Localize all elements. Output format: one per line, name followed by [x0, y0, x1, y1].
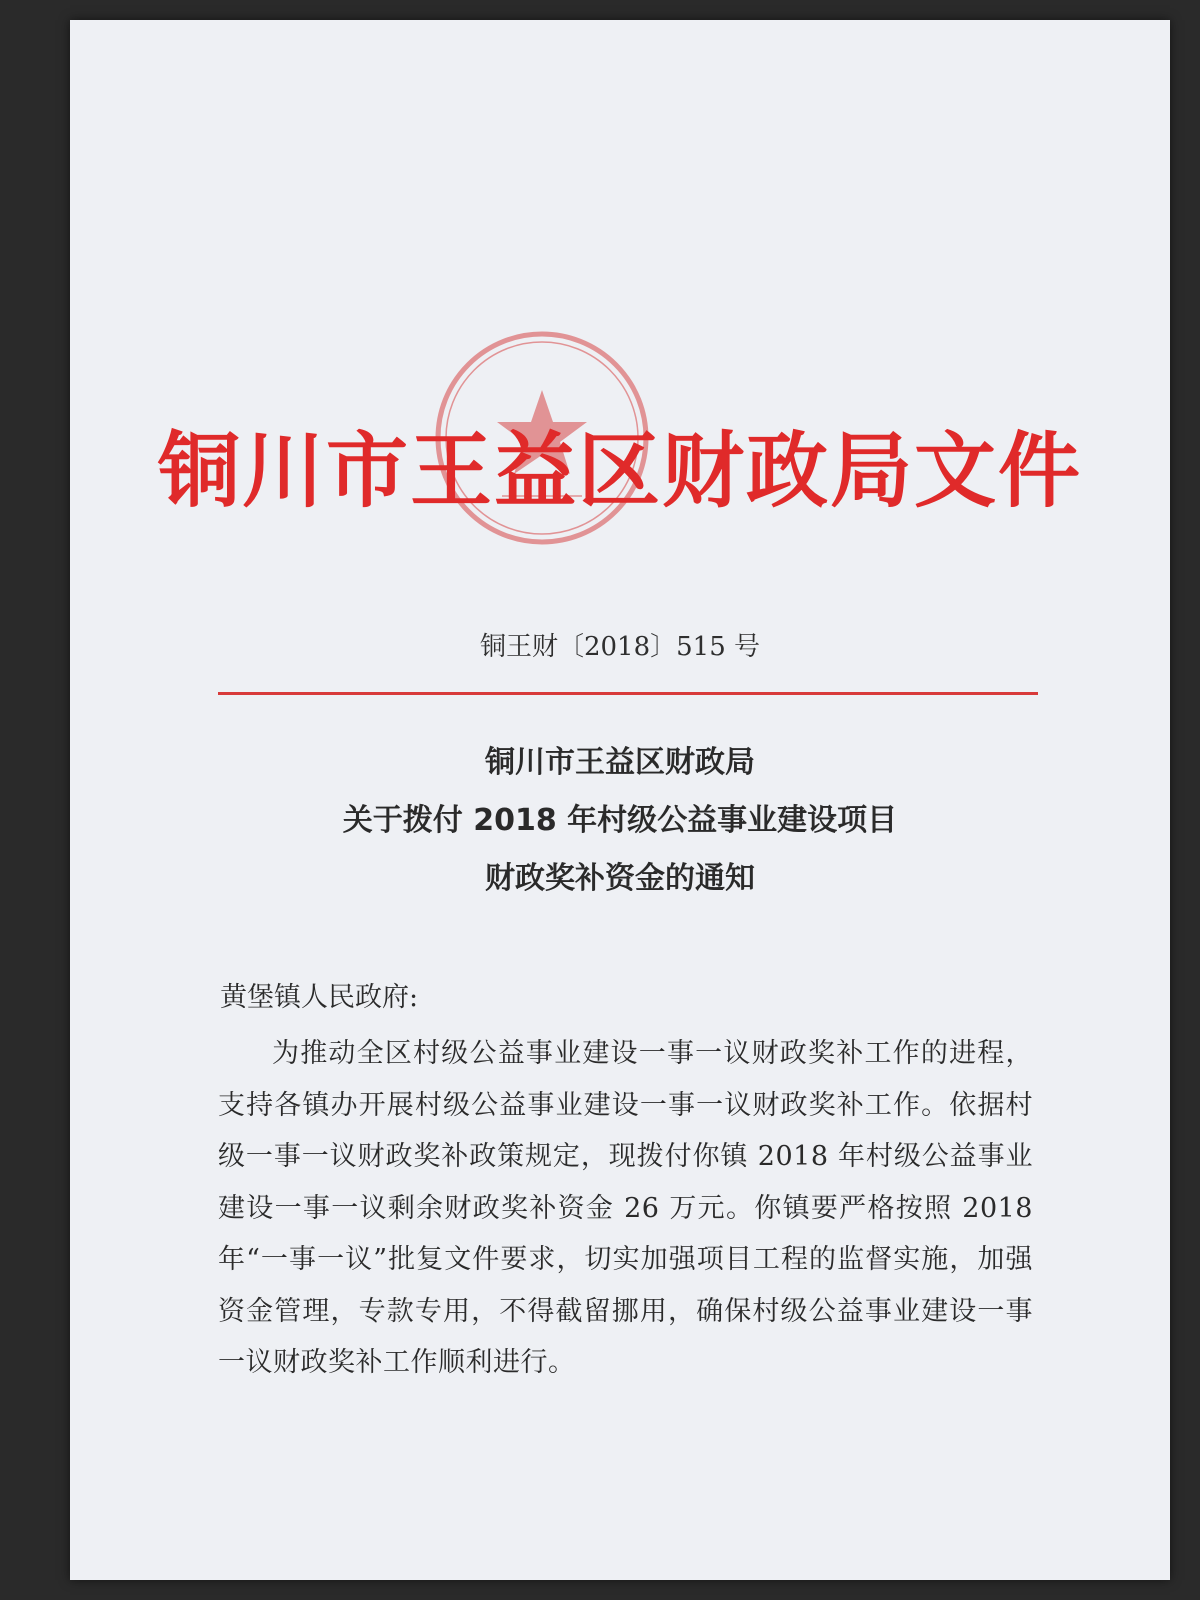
- subject-line: 财政奖补资金的通知: [485, 861, 755, 896]
- document-page: [70, 20, 1170, 1580]
- addressee: 黄堡镇人民政府:: [220, 982, 419, 1013]
- red-divider: [218, 692, 1038, 695]
- body-paragraph: 为推动全区村级公益事业建设一事一议财政奖补工作的进程，支持各镇办开展村级公益事业建设一事一议财政奖补工作。依据村级一事一议财政奖补政策规定，现拨付你镇 2018 年村级公益事业建设一事一议剩余财政奖补资金 26 万元。你镇要严格按照 2018 年“一事一议”批复文件要求，切实加强项目工程的监督实施，加强资金管理，专款专用，不得截留挪用，确保村级公益事业建设一事一议财政奖补工作顺利进行。: [218, 1038, 1033, 1378]
- subject-line: 关于拨付 2018 年村级公益事业建设项目: [342, 803, 898, 838]
- document-header-title: 铜川市王益区财政局文件: [157, 424, 1082, 519]
- document-number: 铜王财〔2018〕515 号: [479, 632, 761, 662]
- document-subject: [70, 734, 1170, 908]
- subject-line: 铜川市王益区财政局: [485, 745, 755, 780]
